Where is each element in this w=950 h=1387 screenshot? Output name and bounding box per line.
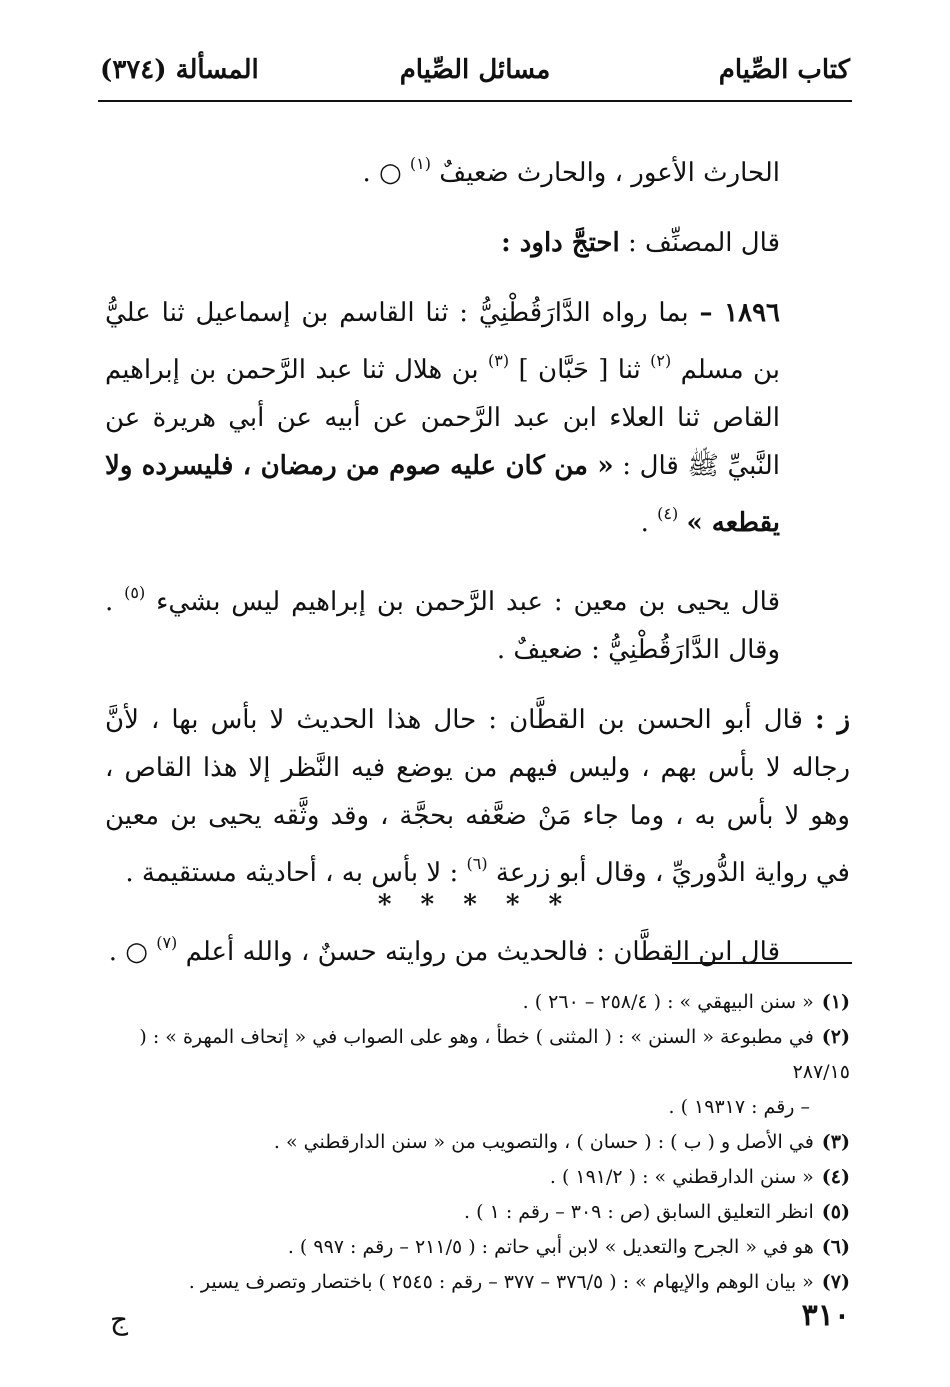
footnote-2: [105, 1020, 850, 1090]
footnote-ref: (٦): [466, 854, 488, 873]
paragraph-end: .: [640, 508, 649, 538]
footnote-ref: (٣): [488, 351, 510, 370]
hadith-text: ثنا [ حَبَّان ]: [518, 355, 641, 385]
end-circle: ○: [125, 937, 148, 967]
main-text: [105, 140, 850, 976]
footnote-4: [105, 1160, 850, 1195]
footnote-1: [105, 985, 850, 1020]
signature-mark: ج: [110, 1303, 129, 1336]
paragraph-text: . وقال الدَّارَقُطْنِيُّ : ضعيفٌ .: [105, 587, 780, 665]
footnote-number: (٦): [821, 1236, 850, 1258]
footnote-ref: (١): [409, 154, 432, 173]
footnote-number: (٣): [821, 1131, 850, 1153]
issue-label: المسألة (٣٧٤): [100, 55, 259, 85]
footnote-text: انظر التعليق السابق (ص : ٣٠٩ – رقم : ١ ) .: [464, 1201, 814, 1223]
hadith-text: بن هلال ثنا عبد الرَّحمن بن إبراهيم القاص ثنا العلاء ابن عبد الرَّحمن عن أبيه عن أبي هريرة عن النَّبيِّ ﷺ قال :: [105, 355, 780, 481]
paragraph-text: الحارث الأعور ، والحارث ضعيفٌ: [439, 158, 780, 188]
footnote-number: (٢): [821, 1026, 850, 1048]
hadith-1896: [105, 289, 850, 547]
hadith-number: ١٨٩٦ –: [699, 298, 780, 328]
book-title: كتاب الصِّيام: [718, 55, 850, 85]
section-separator: * * * * *: [377, 890, 573, 920]
footnote-3: [105, 1125, 850, 1160]
footnote-divider: [672, 962, 852, 964]
footnote-ref: (٤): [657, 504, 679, 523]
hadith-text: بما رواه الدَّارَقُطْنِيُّ : ثنا القاسم بن إسماعيل ثنا عليُّ بن مسلم: [105, 298, 781, 385]
paragraph-end: .: [362, 158, 371, 188]
footnote-text: « سنن البيهقي » : ( ٢٥٨/٤ – ٢٦٠ ) .: [522, 991, 814, 1013]
paragraph-6: [105, 919, 850, 976]
footnotes: [105, 985, 850, 1300]
footnote-6: [105, 1230, 850, 1265]
paragraph-2: [105, 219, 850, 267]
footnote-number: (٥): [821, 1201, 850, 1223]
zay-marker: ز :: [815, 705, 850, 735]
footnote-5: [105, 1195, 850, 1230]
footnote-text: هو في « الجرح والتعديل » لابن أبي حاتم : ( ٢١١/٥ – رقم : ٩٩٧ ) .: [287, 1236, 814, 1258]
footnote-number: (٤): [821, 1166, 850, 1188]
footnote-ref: (٧): [156, 933, 178, 952]
paragraph-4: [105, 569, 850, 674]
paragraph-bold: احتجَّ داود :: [501, 228, 620, 258]
paragraph-lead: قال المصنِّف :: [627, 228, 780, 258]
footnote-number: (١): [821, 991, 850, 1013]
end-circle: ○: [378, 158, 402, 188]
paragraph-text: قال ابن القطَّان : فالحديث من روايته حسنٌ ، والله أعلم: [185, 937, 780, 967]
footnote-text: في مطبوعة « السنن » : ( المثنى ) خطأ ، وهو على الصواب في « إتحاف المهرة » : ( ٢٨٧/١٥: [139, 1026, 850, 1083]
paragraph-5: [105, 696, 850, 897]
footnote-7: [105, 1265, 850, 1300]
header-divider: [98, 100, 852, 102]
footnote-text: في الأصل و ( ب ) : ( حسان ) ، والتصويب من « سنن الدارقطني » .: [273, 1131, 814, 1153]
footnote-text: – رقم : ١٩٣١٧ ) .: [668, 1096, 810, 1118]
page-number: ٣١٠: [801, 1298, 850, 1333]
footnote-text: « سنن الدارقطني » : ( ١٩١/٢ ) .: [549, 1166, 814, 1188]
footnote-text: « بيان الوهم والإيهام » : ( ٣٧٦/٥ – ٣٧٧ – رقم : ٢٥٤٥ ) باختصار وتصرف يسير .: [188, 1271, 814, 1293]
footnote-number: (٧): [821, 1271, 850, 1293]
footnote-ref: (٥): [124, 583, 146, 602]
paragraph-end: .: [108, 937, 117, 967]
section-title: مسائل الصِّيام: [399, 55, 551, 85]
paragraph-text: : لا بأس به ، أحاديثه مستقيمة .: [125, 858, 459, 888]
paragraph-text: قال يحيى بن معين : عبد الرَّحمن بن إبراهيم ليس بشيء: [156, 587, 781, 617]
footnote-2-continuation: [105, 1090, 850, 1125]
paragraph-text: قال أبو الحسن بن القطَّان : حال هذا الحديث لا بأس بها ، لأنَّ رجاله لا بأس بهم ، وليس فيهم من يوضع فيه النَّظر إلا هذا القاص ، وهو لا بأس به ، وما جاء مَنْ ضعَّفه بحجَّة ، وقد وثَّقه يحيى بن معين في رواية الدُّوريِّ ، وقال أبو زرعة: [105, 705, 850, 888]
running-header: [100, 55, 850, 95]
footnote-ref: (٢): [650, 351, 672, 370]
hadith-quote: « من كان عليه صوم من رمضان ، فليسرده ولا يقطعه »: [105, 451, 780, 538]
paragraph-1: [105, 140, 850, 197]
